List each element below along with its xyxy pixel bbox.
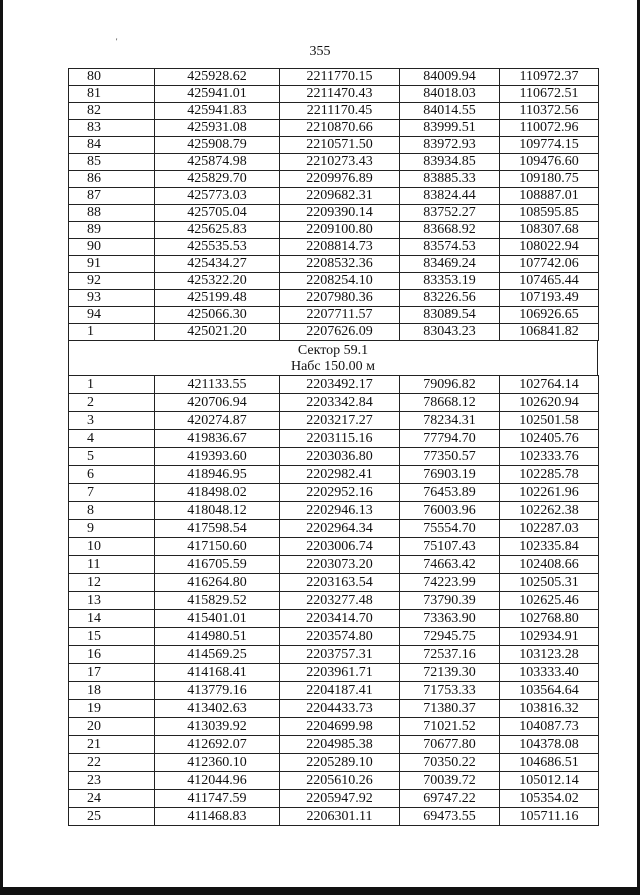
point-number-cell: 83 bbox=[69, 120, 155, 137]
coord-x-cell: 425625.83 bbox=[155, 222, 280, 239]
coord-x-cell: 414569.25 bbox=[155, 646, 280, 664]
coord-y-cell: 2204985.38 bbox=[280, 736, 400, 754]
point-number-cell: 4 bbox=[69, 430, 155, 448]
coord-y-cell: 2203006.74 bbox=[280, 538, 400, 556]
table-row bbox=[69, 307, 599, 324]
local-x-cell: 83668.92 bbox=[400, 222, 500, 239]
table-row bbox=[69, 538, 599, 556]
coord-y-cell: 2210870.66 bbox=[280, 120, 400, 137]
table-row bbox=[69, 290, 599, 307]
local-y-cell: 109180.75 bbox=[500, 171, 599, 188]
coord-x-cell: 419393.60 bbox=[155, 448, 280, 466]
coord-y-cell: 2203277.48 bbox=[280, 592, 400, 610]
point-number-cell: 21 bbox=[69, 736, 155, 754]
coord-x-cell: 414980.51 bbox=[155, 628, 280, 646]
coord-x-cell: 418498.02 bbox=[155, 484, 280, 502]
coord-x-cell: 415829.52 bbox=[155, 592, 280, 610]
table-row bbox=[69, 154, 599, 171]
coord-y-cell: 2202982.41 bbox=[280, 466, 400, 484]
local-y-cell: 103333.40 bbox=[500, 664, 599, 682]
coord-x-cell: 413402.63 bbox=[155, 700, 280, 718]
coord-x-cell: 416705.59 bbox=[155, 556, 280, 574]
coord-y-cell: 2208532.36 bbox=[280, 256, 400, 273]
coord-x-cell: 417150.60 bbox=[155, 538, 280, 556]
point-number-cell: 6 bbox=[69, 466, 155, 484]
coord-x-cell: 418946.95 bbox=[155, 466, 280, 484]
point-number-cell: 18 bbox=[69, 682, 155, 700]
point-number-cell: 9 bbox=[69, 520, 155, 538]
coord-x-cell: 417598.54 bbox=[155, 520, 280, 538]
coord-x-cell: 425928.62 bbox=[155, 69, 280, 86]
local-x-cell: 73363.90 bbox=[400, 610, 500, 628]
local-x-cell: 83226.56 bbox=[400, 290, 500, 307]
coord-y-cell: 2203342.84 bbox=[280, 394, 400, 412]
table-row bbox=[69, 718, 599, 736]
coord-x-cell: 425874.98 bbox=[155, 154, 280, 171]
table-row bbox=[69, 324, 599, 341]
local-y-cell: 102505.31 bbox=[500, 574, 599, 592]
table-row bbox=[69, 772, 599, 790]
local-x-cell: 83824.44 bbox=[400, 188, 500, 205]
table-row bbox=[69, 86, 599, 103]
sector-b-rows bbox=[69, 376, 599, 826]
table-row bbox=[69, 171, 599, 188]
table-row bbox=[69, 69, 599, 86]
local-x-cell: 76453.89 bbox=[400, 484, 500, 502]
local-y-cell: 102335.84 bbox=[500, 538, 599, 556]
coord-y-cell: 2203492.17 bbox=[280, 376, 400, 394]
local-y-cell: 102764.14 bbox=[500, 376, 599, 394]
coord-x-cell: 425773.03 bbox=[155, 188, 280, 205]
point-number-cell: 22 bbox=[69, 754, 155, 772]
local-x-cell: 77794.70 bbox=[400, 430, 500, 448]
point-number-cell: 7 bbox=[69, 484, 155, 502]
table-row bbox=[69, 430, 599, 448]
table-row bbox=[69, 120, 599, 137]
local-y-cell: 102287.03 bbox=[500, 520, 599, 538]
coord-y-cell: 2205947.92 bbox=[280, 790, 400, 808]
point-number-cell: 88 bbox=[69, 205, 155, 222]
local-x-cell: 69747.22 bbox=[400, 790, 500, 808]
coord-x-cell: 425941.01 bbox=[155, 86, 280, 103]
coord-y-cell: 2202964.34 bbox=[280, 520, 400, 538]
coord-x-cell: 419836.67 bbox=[155, 430, 280, 448]
table-row bbox=[69, 790, 599, 808]
local-x-cell: 72945.75 bbox=[400, 628, 500, 646]
coord-y-cell: 2204433.73 bbox=[280, 700, 400, 718]
local-y-cell: 106841.82 bbox=[500, 324, 599, 341]
sector-title: Сектор 59.1 bbox=[297, 343, 369, 358]
coord-x-cell: 425066.30 bbox=[155, 307, 280, 324]
local-y-cell: 103123.28 bbox=[500, 646, 599, 664]
local-x-cell: 76003.96 bbox=[400, 502, 500, 520]
point-number-cell: 17 bbox=[69, 664, 155, 682]
point-number-cell: 1 bbox=[69, 324, 155, 341]
local-y-cell: 109774.15 bbox=[500, 137, 599, 154]
coord-y-cell: 2203961.71 bbox=[280, 664, 400, 682]
local-y-cell: 109476.60 bbox=[500, 154, 599, 171]
table-row bbox=[69, 556, 599, 574]
table-row bbox=[69, 754, 599, 772]
coord-x-cell: 425908.79 bbox=[155, 137, 280, 154]
point-number-cell: 20 bbox=[69, 718, 155, 736]
point-number-cell: 5 bbox=[69, 448, 155, 466]
local-y-cell: 102408.66 bbox=[500, 556, 599, 574]
coord-x-cell: 411468.83 bbox=[155, 808, 280, 826]
coord-y-cell: 2211170.45 bbox=[280, 103, 400, 120]
table-row bbox=[69, 103, 599, 120]
coord-y-cell: 2203574.80 bbox=[280, 628, 400, 646]
local-y-cell: 107742.06 bbox=[500, 256, 599, 273]
coord-x-cell: 420274.87 bbox=[155, 412, 280, 430]
coordinates-table-sector-a bbox=[68, 68, 599, 341]
point-number-cell: 94 bbox=[69, 307, 155, 324]
local-x-cell: 71380.37 bbox=[400, 700, 500, 718]
coord-y-cell: 2204187.41 bbox=[280, 682, 400, 700]
sector-a-rows bbox=[69, 69, 599, 341]
local-y-cell: 105354.02 bbox=[500, 790, 599, 808]
point-number-cell: 10 bbox=[69, 538, 155, 556]
point-number-cell: 14 bbox=[69, 610, 155, 628]
table-row bbox=[69, 592, 599, 610]
point-number-cell: 25 bbox=[69, 808, 155, 826]
point-number-cell: 8 bbox=[69, 502, 155, 520]
local-y-cell: 108887.01 bbox=[500, 188, 599, 205]
coord-y-cell: 2203217.27 bbox=[280, 412, 400, 430]
local-y-cell: 108595.85 bbox=[500, 205, 599, 222]
table-row bbox=[69, 574, 599, 592]
table-row bbox=[69, 700, 599, 718]
point-number-cell: 12 bbox=[69, 574, 155, 592]
coord-y-cell: 2211470.43 bbox=[280, 86, 400, 103]
local-x-cell: 84009.94 bbox=[400, 69, 500, 86]
local-x-cell: 84018.03 bbox=[400, 86, 500, 103]
coord-y-cell: 2210273.43 bbox=[280, 154, 400, 171]
table-row bbox=[69, 222, 599, 239]
table-row bbox=[69, 466, 599, 484]
scan-border-left bbox=[0, 0, 3, 895]
sector-subtitle: Набс 150.00 м bbox=[290, 359, 376, 374]
local-x-cell: 71021.52 bbox=[400, 718, 500, 736]
coord-y-cell: 2207980.36 bbox=[280, 290, 400, 307]
local-y-cell: 110072.96 bbox=[500, 120, 599, 137]
point-number-cell: 16 bbox=[69, 646, 155, 664]
coord-x-cell: 412360.10 bbox=[155, 754, 280, 772]
coord-x-cell: 411747.59 bbox=[155, 790, 280, 808]
table-row bbox=[69, 628, 599, 646]
local-y-cell: 102768.80 bbox=[500, 610, 599, 628]
coord-y-cell: 2210571.50 bbox=[280, 137, 400, 154]
table-row bbox=[69, 682, 599, 700]
point-number-cell: 91 bbox=[69, 256, 155, 273]
coord-y-cell: 2211770.15 bbox=[280, 69, 400, 86]
local-y-cell: 107193.49 bbox=[500, 290, 599, 307]
coord-y-cell: 2202952.16 bbox=[280, 484, 400, 502]
coord-y-cell: 2203163.54 bbox=[280, 574, 400, 592]
point-number-cell: 89 bbox=[69, 222, 155, 239]
table-row bbox=[69, 256, 599, 273]
local-x-cell: 83469.24 bbox=[400, 256, 500, 273]
point-number-cell: 3 bbox=[69, 412, 155, 430]
point-number-cell: 15 bbox=[69, 628, 155, 646]
sector-header bbox=[68, 341, 598, 375]
local-y-cell: 102934.91 bbox=[500, 628, 599, 646]
local-x-cell: 74663.42 bbox=[400, 556, 500, 574]
coord-y-cell: 2203757.31 bbox=[280, 646, 400, 664]
local-x-cell: 72139.30 bbox=[400, 664, 500, 682]
local-y-cell: 108022.94 bbox=[500, 239, 599, 256]
coord-x-cell: 425931.08 bbox=[155, 120, 280, 137]
local-x-cell: 83972.93 bbox=[400, 137, 500, 154]
coordinates-sheet bbox=[68, 68, 598, 826]
local-y-cell: 104378.08 bbox=[500, 736, 599, 754]
coord-y-cell: 2208254.10 bbox=[280, 273, 400, 290]
local-x-cell: 78234.31 bbox=[400, 412, 500, 430]
local-x-cell: 77350.57 bbox=[400, 448, 500, 466]
point-number-cell: 80 bbox=[69, 69, 155, 86]
scan-speck: ' bbox=[116, 37, 118, 46]
coord-y-cell: 2209100.80 bbox=[280, 222, 400, 239]
coord-y-cell: 2204699.98 bbox=[280, 718, 400, 736]
point-number-cell: 81 bbox=[69, 86, 155, 103]
local-y-cell: 102262.38 bbox=[500, 502, 599, 520]
local-y-cell: 105711.16 bbox=[500, 808, 599, 826]
table-row bbox=[69, 239, 599, 256]
coord-x-cell: 425941.83 bbox=[155, 103, 280, 120]
local-y-cell: 104686.51 bbox=[500, 754, 599, 772]
coord-x-cell: 412692.07 bbox=[155, 736, 280, 754]
table-row bbox=[69, 520, 599, 538]
point-number-cell: 1 bbox=[69, 376, 155, 394]
table-row bbox=[69, 502, 599, 520]
point-number-cell: 87 bbox=[69, 188, 155, 205]
coord-x-cell: 414168.41 bbox=[155, 664, 280, 682]
local-x-cell: 75554.70 bbox=[400, 520, 500, 538]
table-row bbox=[69, 664, 599, 682]
coord-x-cell: 418048.12 bbox=[155, 502, 280, 520]
point-number-cell: 86 bbox=[69, 171, 155, 188]
local-y-cell: 110372.56 bbox=[500, 103, 599, 120]
local-y-cell: 107465.44 bbox=[500, 273, 599, 290]
local-x-cell: 83353.19 bbox=[400, 273, 500, 290]
local-y-cell: 104087.73 bbox=[500, 718, 599, 736]
coord-x-cell: 425322.20 bbox=[155, 273, 280, 290]
point-number-cell: 92 bbox=[69, 273, 155, 290]
local-y-cell: 110972.37 bbox=[500, 69, 599, 86]
local-x-cell: 75107.43 bbox=[400, 538, 500, 556]
point-number-cell: 19 bbox=[69, 700, 155, 718]
page-number: 355 bbox=[309, 44, 331, 59]
local-x-cell: 83574.53 bbox=[400, 239, 500, 256]
local-x-cell: 83934.85 bbox=[400, 154, 500, 171]
local-y-cell: 102333.76 bbox=[500, 448, 599, 466]
local-x-cell: 83089.54 bbox=[400, 307, 500, 324]
coord-y-cell: 2207711.57 bbox=[280, 307, 400, 324]
point-number-cell: 85 bbox=[69, 154, 155, 171]
point-number-cell: 90 bbox=[69, 239, 155, 256]
local-y-cell: 102405.76 bbox=[500, 430, 599, 448]
local-y-cell: 110672.51 bbox=[500, 86, 599, 103]
point-number-cell: 13 bbox=[69, 592, 155, 610]
local-y-cell: 106926.65 bbox=[500, 307, 599, 324]
local-x-cell: 79096.82 bbox=[400, 376, 500, 394]
local-x-cell: 78668.12 bbox=[400, 394, 500, 412]
coord-x-cell: 413039.92 bbox=[155, 718, 280, 736]
point-number-cell: 11 bbox=[69, 556, 155, 574]
table-row bbox=[69, 808, 599, 826]
table-row bbox=[69, 205, 599, 222]
coord-x-cell: 425434.27 bbox=[155, 256, 280, 273]
point-number-cell: 23 bbox=[69, 772, 155, 790]
point-number-cell: 2 bbox=[69, 394, 155, 412]
local-y-cell: 108307.68 bbox=[500, 222, 599, 239]
local-y-cell: 102261.96 bbox=[500, 484, 599, 502]
coordinates-table-sector-b bbox=[68, 375, 599, 826]
local-x-cell: 72537.16 bbox=[400, 646, 500, 664]
local-y-cell: 102501.58 bbox=[500, 412, 599, 430]
coord-x-cell: 425705.04 bbox=[155, 205, 280, 222]
local-y-cell: 102620.94 bbox=[500, 394, 599, 412]
coord-x-cell: 412044.96 bbox=[155, 772, 280, 790]
coord-x-cell: 416264.80 bbox=[155, 574, 280, 592]
local-x-cell: 70039.72 bbox=[400, 772, 500, 790]
coord-y-cell: 2203115.16 bbox=[280, 430, 400, 448]
coord-y-cell: 2207626.09 bbox=[280, 324, 400, 341]
local-x-cell: 76903.19 bbox=[400, 466, 500, 484]
coord-x-cell: 415401.01 bbox=[155, 610, 280, 628]
local-x-cell: 73790.39 bbox=[400, 592, 500, 610]
scan-border-bottom bbox=[0, 887, 640, 895]
table-row bbox=[69, 412, 599, 430]
coord-y-cell: 2209976.89 bbox=[280, 171, 400, 188]
local-x-cell: 83885.33 bbox=[400, 171, 500, 188]
local-x-cell: 70350.22 bbox=[400, 754, 500, 772]
table-row bbox=[69, 376, 599, 394]
table-row bbox=[69, 484, 599, 502]
table-row bbox=[69, 188, 599, 205]
local-y-cell: 103564.64 bbox=[500, 682, 599, 700]
local-x-cell: 83752.27 bbox=[400, 205, 500, 222]
coord-x-cell: 421133.55 bbox=[155, 376, 280, 394]
table-row bbox=[69, 273, 599, 290]
coord-x-cell: 420706.94 bbox=[155, 394, 280, 412]
local-x-cell: 74223.99 bbox=[400, 574, 500, 592]
coord-y-cell: 2208814.73 bbox=[280, 239, 400, 256]
table-row bbox=[69, 646, 599, 664]
coord-y-cell: 2203036.80 bbox=[280, 448, 400, 466]
coord-x-cell: 425021.20 bbox=[155, 324, 280, 341]
local-x-cell: 84014.55 bbox=[400, 103, 500, 120]
local-y-cell: 105012.14 bbox=[500, 772, 599, 790]
point-number-cell: 84 bbox=[69, 137, 155, 154]
coord-y-cell: 2205610.26 bbox=[280, 772, 400, 790]
table-row bbox=[69, 394, 599, 412]
local-x-cell: 70677.80 bbox=[400, 736, 500, 754]
table-row bbox=[69, 610, 599, 628]
coord-x-cell: 413779.16 bbox=[155, 682, 280, 700]
local-y-cell: 102285.78 bbox=[500, 466, 599, 484]
point-number-cell: 82 bbox=[69, 103, 155, 120]
coord-y-cell: 2209390.14 bbox=[280, 205, 400, 222]
table-row bbox=[69, 448, 599, 466]
coord-y-cell: 2202946.13 bbox=[280, 502, 400, 520]
coord-x-cell: 425829.70 bbox=[155, 171, 280, 188]
coord-x-cell: 425535.53 bbox=[155, 239, 280, 256]
coord-y-cell: 2206301.11 bbox=[280, 808, 400, 826]
point-number-cell: 93 bbox=[69, 290, 155, 307]
local-y-cell: 102625.46 bbox=[500, 592, 599, 610]
coord-y-cell: 2203414.70 bbox=[280, 610, 400, 628]
coord-y-cell: 2203073.20 bbox=[280, 556, 400, 574]
local-x-cell: 83999.51 bbox=[400, 120, 500, 137]
coord-y-cell: 2209682.31 bbox=[280, 188, 400, 205]
local-x-cell: 69473.55 bbox=[400, 808, 500, 826]
local-x-cell: 71753.33 bbox=[400, 682, 500, 700]
point-number-cell: 24 bbox=[69, 790, 155, 808]
coord-x-cell: 425199.48 bbox=[155, 290, 280, 307]
table-row bbox=[69, 736, 599, 754]
local-y-cell: 103816.32 bbox=[500, 700, 599, 718]
coord-y-cell: 2205289.10 bbox=[280, 754, 400, 772]
table-row bbox=[69, 137, 599, 154]
local-x-cell: 83043.23 bbox=[400, 324, 500, 341]
